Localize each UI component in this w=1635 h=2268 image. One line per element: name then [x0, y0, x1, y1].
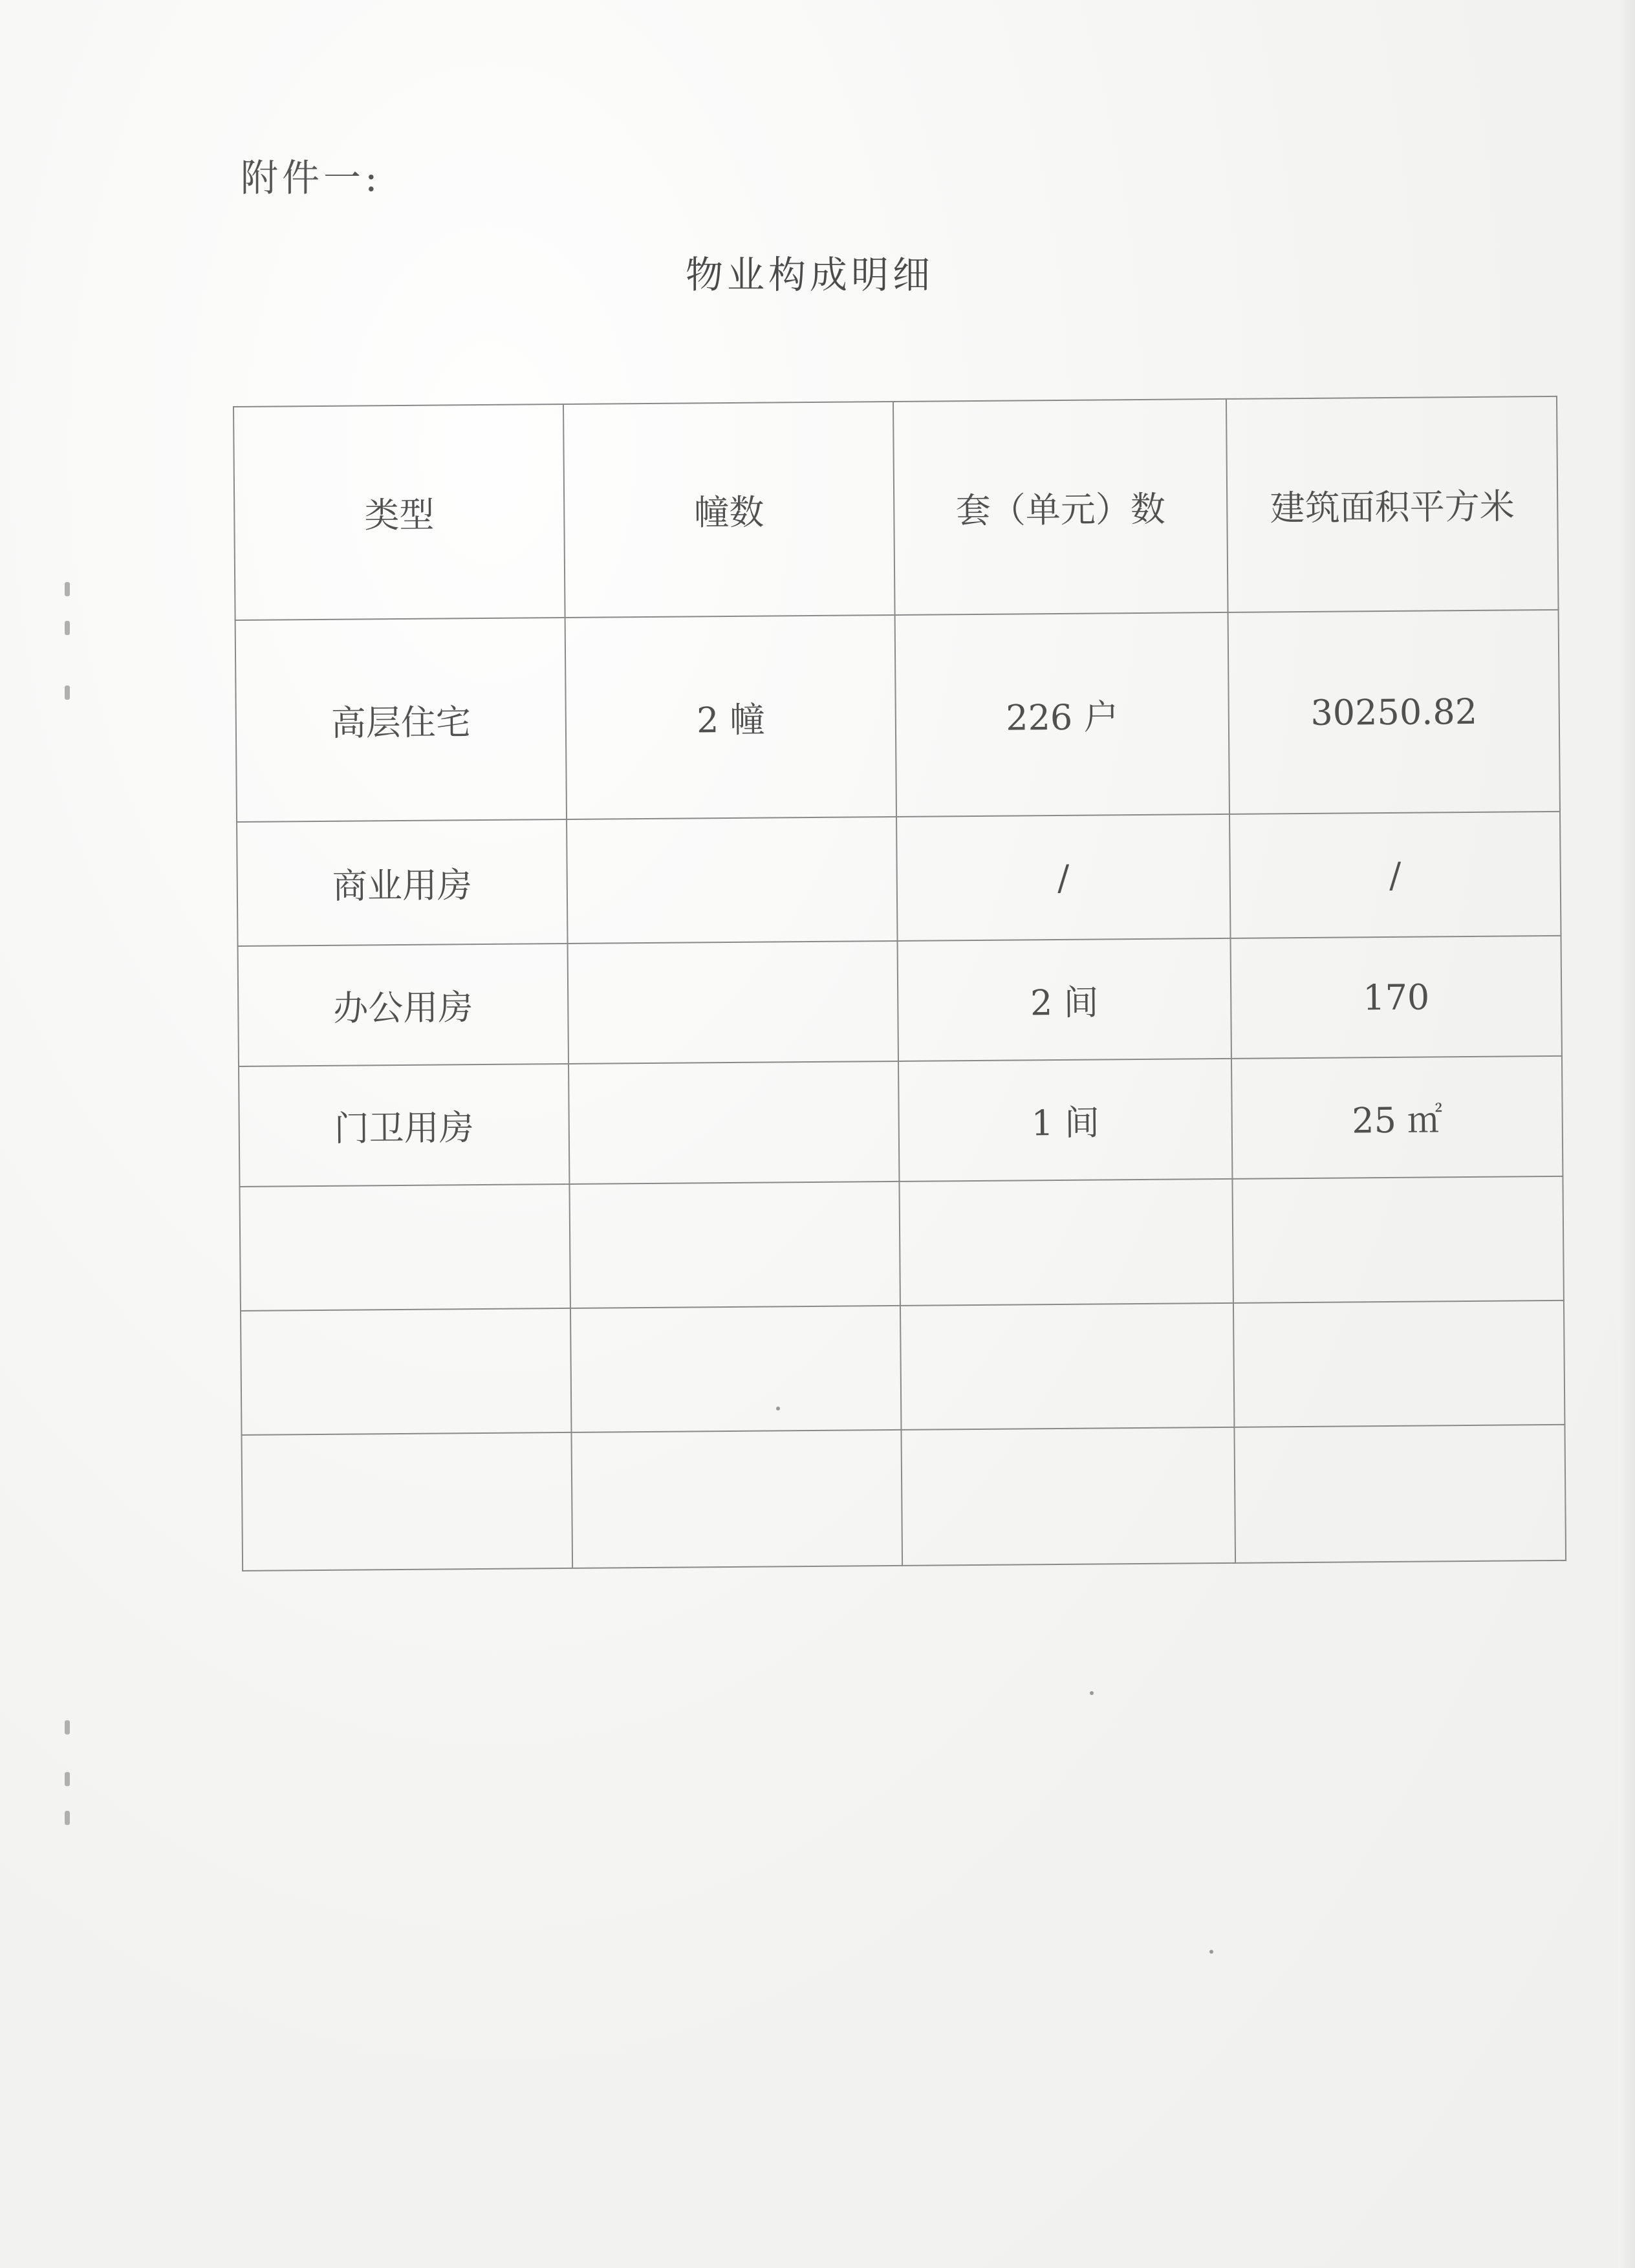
cell-type: 商业用房 [237, 819, 567, 946]
header-area: 建筑面积平方米 [1226, 396, 1559, 612]
cell-buildings [568, 1061, 899, 1184]
cell-buildings [568, 941, 898, 1064]
cell-type [241, 1432, 572, 1571]
table-row [237, 812, 1561, 946]
cell-buildings [567, 817, 897, 944]
header-type: 类型 [233, 404, 565, 620]
cell-area: 170 [1231, 936, 1562, 1059]
annex-label: 附件一: [241, 156, 382, 200]
cell-units: / [896, 814, 1230, 941]
table-row [239, 1176, 1563, 1311]
cell-area [1234, 1425, 1566, 1563]
cell-area: 30250.82 [1228, 610, 1560, 814]
document-title: 物业构成明细 [686, 253, 935, 297]
cell-buildings [570, 1306, 901, 1432]
table-row [241, 1425, 1566, 1571]
header-units: 套（单元）数 [893, 399, 1228, 615]
cell-buildings: 2 幢 [565, 615, 896, 819]
binding-mark [65, 686, 70, 700]
cell-units [901, 1427, 1235, 1566]
cell-type: 高层住宅 [235, 618, 567, 822]
scan-speck [1209, 1950, 1213, 1954]
cell-buildings [569, 1182, 900, 1308]
table-row [241, 1301, 1565, 1435]
paper-edge-shadow [1618, 0, 1635, 2268]
binding-mark [65, 582, 70, 596]
binding-mark [65, 621, 70, 635]
cell-area: 25 ㎡ [1231, 1056, 1563, 1179]
cell-area [1232, 1176, 1563, 1303]
table-row [238, 936, 1562, 1066]
cell-units: 226 户 [895, 612, 1229, 817]
cell-area: / [1229, 812, 1561, 938]
table-row [235, 610, 1560, 822]
cell-units [899, 1179, 1233, 1306]
cell-units [900, 1303, 1234, 1430]
binding-mark [65, 1720, 70, 1734]
cell-units: 1 间 [898, 1059, 1232, 1182]
scan-speck [1090, 1691, 1094, 1695]
cell-type [241, 1308, 571, 1435]
property-table-wrapper [233, 396, 1565, 1570]
header-buildings: 幢数 [563, 402, 895, 618]
cell-type: 门卫用房 [239, 1064, 569, 1187]
cell-type: 办公用房 [238, 944, 568, 1066]
binding-mark [65, 1811, 70, 1825]
cell-area [1233, 1301, 1565, 1427]
cell-type [239, 1184, 570, 1311]
cell-units: 2 间 [898, 938, 1231, 1061]
table-header-row [233, 396, 1559, 620]
table-row [239, 1056, 1563, 1187]
binding-mark [65, 1772, 70, 1786]
cell-buildings [571, 1430, 902, 1568]
property-composition-table [233, 396, 1566, 1571]
